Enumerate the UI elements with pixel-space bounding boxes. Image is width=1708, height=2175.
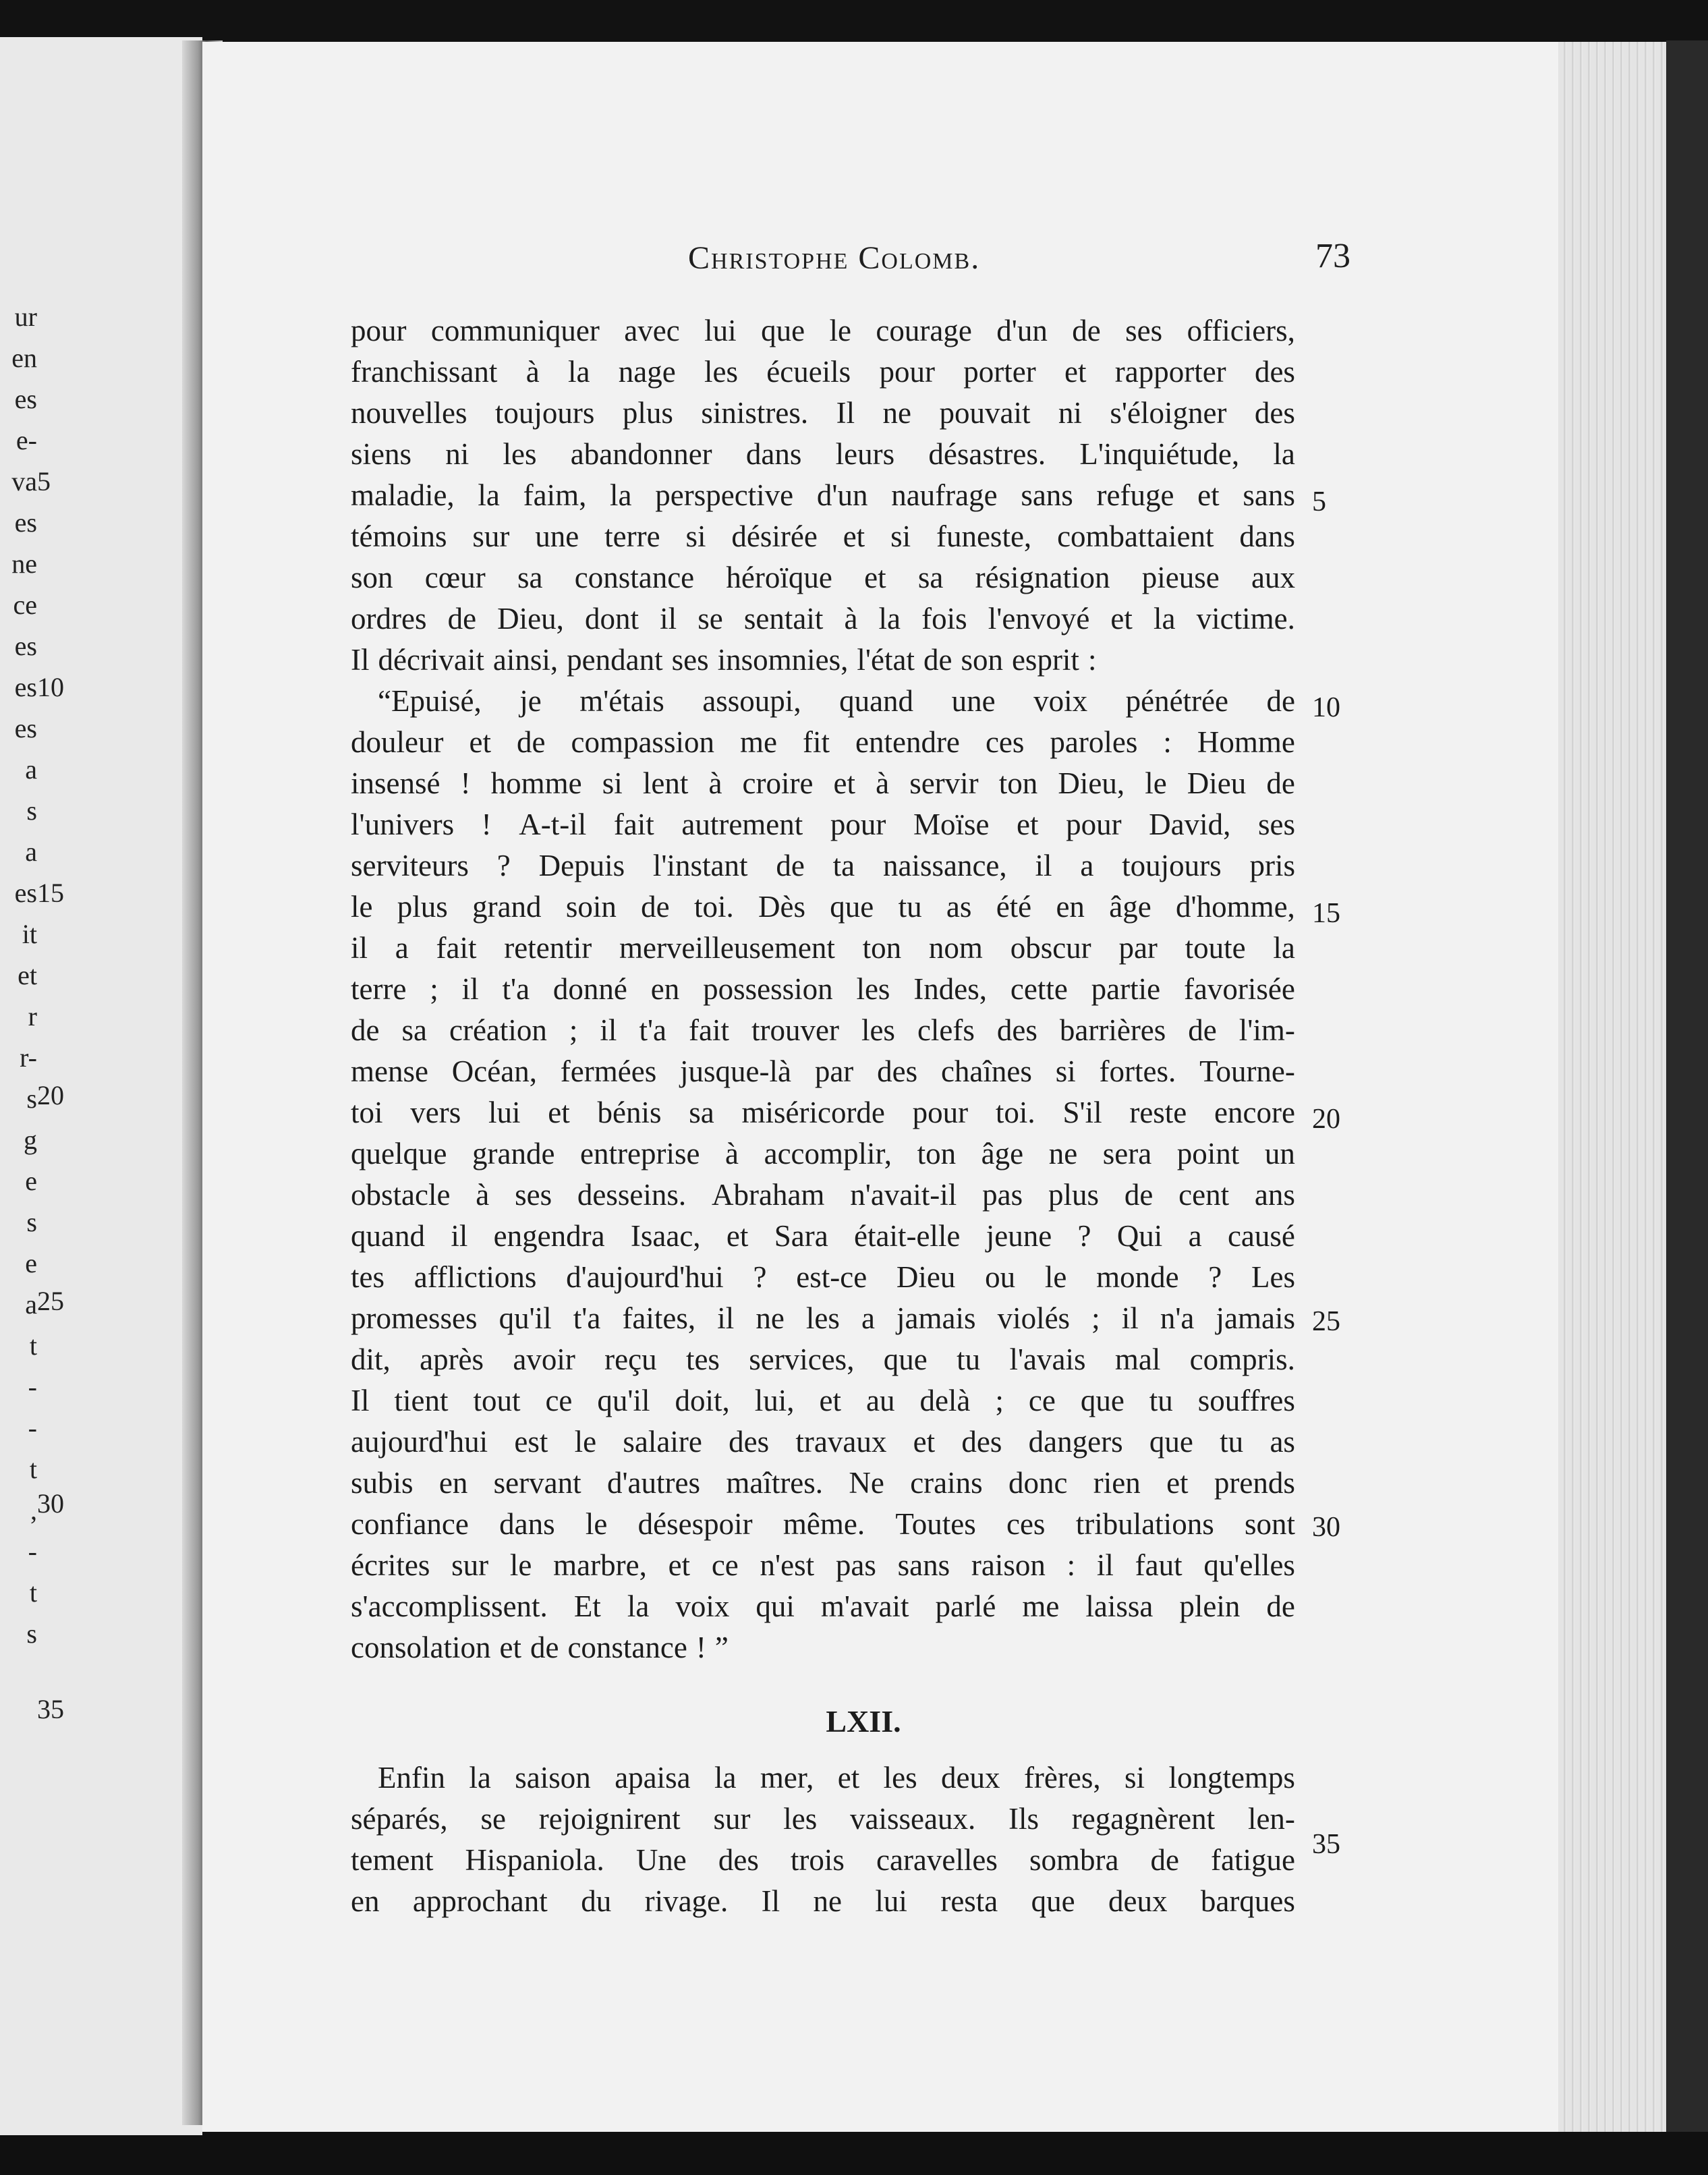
left-page-fragment: t bbox=[29, 1330, 37, 1361]
left-page-fragment: g bbox=[24, 1125, 37, 1155]
left-page-fragment: t bbox=[29, 1454, 37, 1484]
text-line: aujourd'hui est le salaire des travaux et des dangers que tu as bbox=[351, 1425, 1295, 1459]
scan-background-bottom bbox=[0, 2132, 1708, 2175]
left-page-fragment: es bbox=[14, 507, 37, 538]
text-line: quand il engendra Isaac, et Sara était-elle jeune ? Qui a causé bbox=[351, 1219, 1295, 1253]
margin-line-number: 5 bbox=[1312, 486, 1326, 517]
text-line: promesses qu'il t'a faites, il ne les a jamais violés ; il n'a jamais bbox=[351, 1301, 1295, 1335]
text-line: toi vers lui et bénis sa miséricorde pour toi. S'il reste encore bbox=[351, 1096, 1295, 1129]
left-page-fragment: es bbox=[14, 631, 37, 661]
text-line: écrites sur le marbre, et ce n'est pas sans raison : il faut qu'elles bbox=[351, 1548, 1295, 1582]
text-line: siens ni les abandonner dans leurs désastres. L'inquiétude, la bbox=[351, 437, 1295, 471]
page-edge-shadow bbox=[1666, 40, 1708, 2132]
text-line: s'accomplissent. Et la voix qui m'avait parlé me laissa plein de bbox=[351, 1589, 1295, 1623]
text-line: tement Hispaniola. Une des trois caravelles sombra de fatigue bbox=[351, 1843, 1295, 1877]
left-page-line-number: 10 bbox=[37, 672, 64, 702]
margin-line-number: 25 bbox=[1312, 1306, 1340, 1337]
margin-line-number: 15 bbox=[1312, 898, 1340, 929]
text-line: en approchant du rivage. Il ne lui resta que deux barques bbox=[351, 1884, 1295, 1918]
left-page-fragment: e bbox=[25, 1248, 37, 1278]
left-page-fragment: s bbox=[26, 1207, 37, 1237]
left-page-fragment: e- bbox=[16, 425, 37, 455]
text-line: tes afflictions d'aujourd'hui ? est-ce Dieu ou le monde ? Les bbox=[351, 1260, 1295, 1294]
page-number: 73 bbox=[1315, 237, 1350, 275]
text-line: il a fait retentir merveilleusement ton nom obscur par toute la bbox=[351, 931, 1295, 965]
left-page-fragment: et bbox=[18, 960, 37, 990]
left-page-fragment: es bbox=[14, 384, 37, 414]
text-line: mense Océan, fermées jusque-là par des chaînes si fortes. Tourne- bbox=[351, 1054, 1295, 1088]
text-line: franchissant à la nage les écueils pour porter et rapporter des bbox=[351, 355, 1295, 389]
left-page-line-number: 5 bbox=[37, 466, 51, 497]
left-page-fragment: - bbox=[28, 1413, 37, 1443]
text-line: le plus grand soin de toi. Dès que tu as été en âge d'homme, bbox=[351, 890, 1295, 924]
margin-line-number: 30 bbox=[1312, 1512, 1340, 1543]
text-line: témoins sur une terre si désirée et si funeste, combattaient dans bbox=[351, 519, 1295, 553]
left-page-fragment: r bbox=[28, 1001, 37, 1032]
section-heading: LXII. bbox=[826, 1704, 901, 1739]
text-line: insensé ! homme si lent à croire et à servir ton Dieu, le Dieu de bbox=[351, 766, 1295, 800]
text-line: subis en servant d'autres maîtres. Ne crains donc rien et prends bbox=[351, 1466, 1295, 1500]
left-page-fragment: s bbox=[26, 1618, 37, 1649]
text-line: quelque grande entreprise à accomplir, ton âge ne sera point un bbox=[351, 1137, 1295, 1170]
left-page-line-number: 15 bbox=[37, 878, 64, 908]
left-page-fragment: en bbox=[11, 343, 37, 373]
margin-line-number: 20 bbox=[1312, 1104, 1340, 1135]
running-head: Christophe Colomb. bbox=[688, 240, 981, 276]
left-page-line-number: 35 bbox=[37, 1694, 64, 1724]
paragraph-2 bbox=[351, 1757, 1295, 1922]
left-page-fragment: va bbox=[11, 466, 37, 497]
left-page-fragment: a bbox=[25, 1289, 37, 1320]
text-line: séparés, se rejoignirent sur les vaisseaux. Ils regagnèrent len- bbox=[351, 1802, 1295, 1836]
text-line: nouvelles toujours plus sinistres. Il ne pouvait ni s'éloigner des bbox=[351, 396, 1295, 430]
text-line: serviteurs ? Depuis l'instant de ta naissance, il a toujours pris bbox=[351, 849, 1295, 882]
left-page-fragment: a bbox=[25, 754, 37, 785]
left-page-fragment: , bbox=[30, 1495, 37, 1525]
left-page-fragment: e bbox=[25, 1166, 37, 1196]
left-page-fragment: ne bbox=[11, 548, 37, 579]
text-line: “Epuisé, je m'étais assoupi, quand une voix pénétrée de bbox=[378, 684, 1295, 718]
left-page-fragment: s bbox=[26, 1083, 37, 1114]
left-page-line-number: 25 bbox=[37, 1286, 64, 1316]
left-page-fragment: ur bbox=[14, 302, 37, 332]
left-page-fragment: - bbox=[28, 1372, 37, 1402]
text-line: de sa création ; il t'a fait trouver les clefs des barrières de l'im- bbox=[351, 1013, 1295, 1047]
text-line: maladie, la faim, la perspective d'un naufrage sans refuge et sans bbox=[351, 478, 1295, 512]
text-line: pour communiquer avec lui que le courage d'un de ses officiers, bbox=[351, 314, 1295, 347]
text-line: dit, après avoir reçu tes services, que tu l'avais mal compris. bbox=[351, 1343, 1295, 1376]
text-line: l'univers ! A-t-il fait autrement pour Moïse et pour David, ses bbox=[351, 808, 1295, 841]
left-page-fragment: it bbox=[22, 919, 37, 949]
margin-line-number: 10 bbox=[1312, 692, 1340, 723]
text-line: terre ; il t'a donné en possession les Indes, cette partie favorisée bbox=[351, 972, 1295, 1006]
text-line: ordres de Dieu, dont il se sentait à la fois l'envoyé et la victime. bbox=[351, 602, 1295, 635]
text-line: douleur et de compassion me fit entendre ces paroles : Homme bbox=[351, 725, 1295, 759]
left-page-line-number: 30 bbox=[37, 1488, 64, 1519]
left-page-fragment: es bbox=[14, 878, 37, 908]
text-line: Il décrivait ainsi, pendant ses insomnies, l'état de son esprit : bbox=[351, 643, 1097, 677]
left-page-line-number: 20 bbox=[37, 1080, 64, 1110]
left-page-fragment: a bbox=[25, 837, 37, 867]
text-line: obstacle à ses desseins. Abraham n'avait-il pas plus de cent ans bbox=[351, 1178, 1295, 1212]
text-line: confiance dans le désespoir même. Toutes ces tribulations sont bbox=[351, 1507, 1295, 1541]
margin-line-number: 35 bbox=[1312, 1829, 1340, 1860]
left-page-fragment: es bbox=[14, 672, 37, 702]
left-page-fragment: t bbox=[29, 1577, 37, 1608]
left-page-fragment: r- bbox=[20, 1042, 37, 1073]
main-text bbox=[351, 310, 1295, 1668]
scan-background-top bbox=[0, 0, 1708, 47]
left-page-fragment: es bbox=[14, 713, 37, 743]
left-page-fragment: - bbox=[28, 1536, 37, 1566]
left-page-fragment: ce bbox=[13, 590, 37, 620]
left-page-fragment: s bbox=[26, 795, 37, 826]
text-line: Enfin la saison apaisa la mer, et les deux frères, si longtemps bbox=[378, 1761, 1295, 1795]
quotation-paragraph bbox=[351, 681, 1295, 1668]
text-line: Il tient tout ce qu'il doit, lui, et au delà ; ce que tu souffres bbox=[351, 1384, 1295, 1417]
paragraph-1 bbox=[351, 310, 1295, 681]
text-line: consolation et de constance ! ” bbox=[351, 1631, 729, 1664]
text-line: son cœur sa constance héroïque et sa résignation pieuse aux bbox=[351, 561, 1295, 594]
